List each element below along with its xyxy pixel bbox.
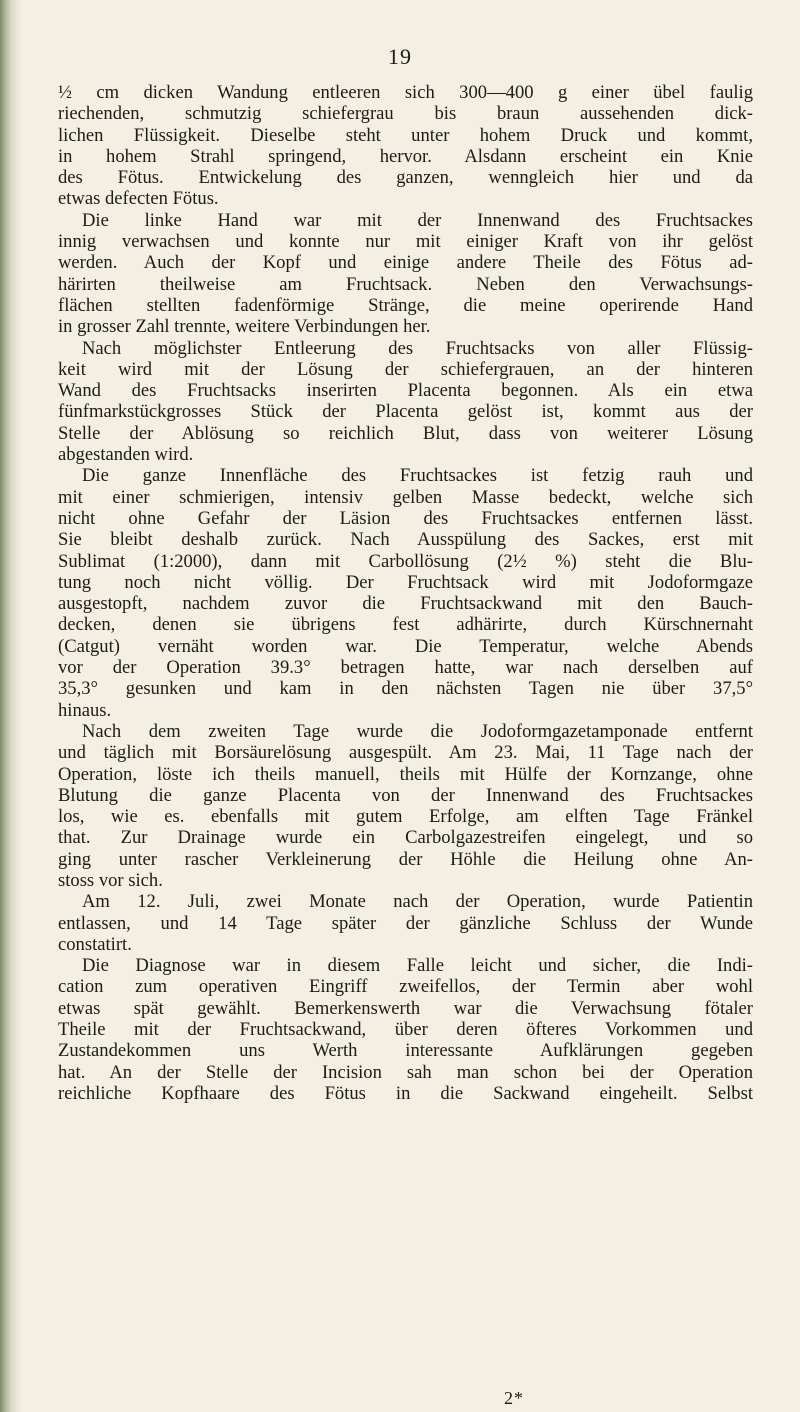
text-line: Stelle der Ablösung so reichlich Blut, dass von weiterer Lösung bbox=[58, 422, 753, 444]
text-line: flächen stellten fadenförmige Stränge, die meine operirende Hand bbox=[58, 294, 753, 316]
text-line: Theile mit der Fruchtsackwand, über deren öfteres Vorkommen und bbox=[58, 1019, 753, 1041]
text-line: ausgestopft, nachdem zuvor die Fruchtsackwand mit den Bauch- bbox=[58, 593, 753, 615]
text-line: tung noch nicht völlig. Der Fruchtsack wird mit Jodoformgaze bbox=[58, 571, 753, 593]
text-line: Am 12. Juli, zwei Monate nach der Operation, wurde Patientin bbox=[82, 891, 753, 913]
text-line: stoss vor sich. bbox=[58, 869, 163, 891]
text-line: und täglich mit Borsäurelösung ausgespült. Am 23. Mai, 11 Tage nach der bbox=[58, 742, 753, 764]
text-line: (Catgut) vernäht worden war. Die Temperatur, welche Abends bbox=[58, 635, 753, 657]
text-line: entlassen, und 14 Tage später der gänzliche Schluss der Wunde bbox=[58, 912, 753, 934]
body-text bbox=[58, 82, 753, 1104]
text-line: riechenden, schmutzig schiefergrau bis braun aussehenden dick- bbox=[58, 103, 753, 125]
text-line: reichliche Kopfhaare des Fötus in die Sackwand eingeheilt. Selbst bbox=[58, 1082, 753, 1104]
text-line: Sublimat (1:2000), dann mit Carbollösung (2½ %) steht die Blu- bbox=[58, 550, 753, 572]
text-line: fünfmarkstückgrosses Stück der Placenta gelöst ist, kommt aus der bbox=[58, 401, 753, 423]
text-line: innig verwachsen und konnte nur mit einiger Kraft von ihr gelöst bbox=[58, 231, 753, 253]
text-line: Zustandekommen uns Werth interessante Aufklärungen gegeben bbox=[58, 1040, 753, 1062]
text-line: etwas spät gewählt. Bemerkenswerth war die Verwachsung fötaler bbox=[58, 997, 753, 1019]
text-line: etwas defecten Fötus. bbox=[58, 188, 219, 210]
text-line: keit wird mit der Lösung der schiefergrauen, an der hinteren bbox=[58, 358, 753, 380]
scan-edge-shadow bbox=[0, 0, 22, 1412]
text-line: ½ cm dicken Wandung entleeren sich 300—400 g einer übel faulig bbox=[58, 82, 753, 103]
text-line: lichen Flüssigkeit. Dieselbe steht unter hohem Druck und kommt, bbox=[58, 124, 753, 146]
text-line: Die linke Hand war mit der Innenwand des Fruchtsackes bbox=[82, 209, 753, 231]
text-line: that. Zur Drainage wurde ein Carbolgazestreifen eingelegt, und so bbox=[58, 827, 753, 849]
text-line: decken, denen sie übrigens fest adhärirte, durch Kürschnernaht bbox=[58, 614, 753, 636]
text-line: in hohem Strahl springend, hervor. Alsdann erscheint ein Knie bbox=[58, 145, 753, 167]
text-line: nicht ohne Gefahr der Läsion des Fruchtsackes entfernen lässt. bbox=[58, 507, 753, 529]
text-line: hat. An der Stelle der Incision sah man schon bei der Operation bbox=[58, 1061, 753, 1083]
page-number: 19 bbox=[388, 44, 412, 69]
text-line: Die Diagnose war in diesem Falle leicht und sicher, die Indi- bbox=[82, 955, 753, 977]
text-line: los, wie es. ebenfalls mit gutem Erfolge, am elften Tage Fränkel bbox=[58, 806, 753, 828]
text-line: Nach dem zweiten Tage wurde die Jodoformgazetamponade entfernt bbox=[82, 720, 753, 742]
text-line: werden. Auch der Kopf und einige andere Theile des Fötus ad- bbox=[58, 252, 753, 274]
text-line: Sie bleibt deshalb zurück. Nach Ausspülung des Sackes, erst mit bbox=[58, 529, 753, 551]
text-line: Nach möglichster Entleerung des Fruchtsacks von aller Flüssig- bbox=[82, 337, 753, 359]
text-line: 35,3° gesunken und kam in den nächsten Tagen nie über 37,5° bbox=[58, 678, 753, 700]
text-line: in grosser Zahl trennte, weitere Verbindungen her. bbox=[58, 316, 431, 338]
text-line: Wand des Fruchtsacks inserirten Placenta begonnen. Als ein etwa bbox=[58, 380, 753, 402]
text-line: ging unter rascher Verkleinerung der Höhle die Heilung ohne An- bbox=[58, 848, 753, 870]
text-line: cation zum operativen Eingriff zweifellos, der Termin aber wohl bbox=[58, 976, 753, 998]
text-line: des Fötus. Entwickelung des ganzen, wenngleich hier und da bbox=[58, 167, 753, 189]
text-line: mit einer schmierigen, intensiv gelben Masse bedeckt, welche sich bbox=[58, 486, 753, 508]
text-line: hinaus. bbox=[58, 699, 112, 721]
text-line: härirten theilweise am Fruchtsack. Neben den Verwachsungs- bbox=[58, 273, 753, 295]
text-line: Die ganze Innenfläche des Fruchtsackes ist fetzig rauh und bbox=[82, 465, 753, 487]
text-line: abgestanden wird. bbox=[58, 444, 194, 466]
text-line: constatirt. bbox=[58, 933, 132, 955]
text-line: Blutung die ganze Placenta von der Innenwand des Fruchtsackes bbox=[58, 784, 753, 806]
signature-mark: 2* bbox=[504, 1388, 524, 1408]
text-line: Operation, löste ich theils manuell, theils mit Hülfe der Kornzange, ohne bbox=[58, 763, 753, 785]
text-line: vor der Operation 39.3° betragen hatte, war nach derselben auf bbox=[58, 657, 753, 679]
